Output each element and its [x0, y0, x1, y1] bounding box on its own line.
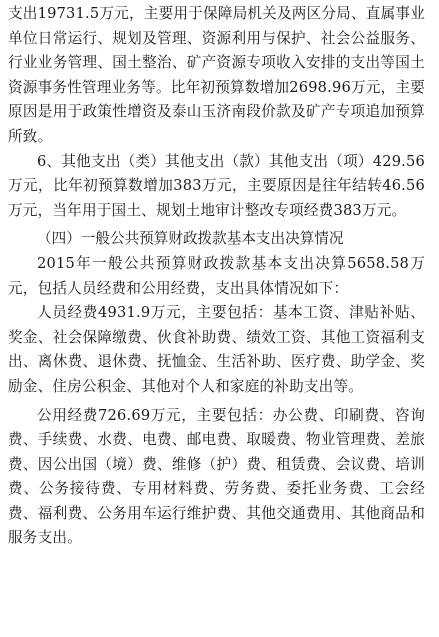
paragraph-expenditure-continued: 支出19731.5万元，主要用于保障局机关及两区分局、直属事业单位日常运行、规划及管理、资源利用与保护、社会公益服务、行业业务管理、国土整治、矿产资源专项收入安排的支出等国土资源事务性管理业务等。比年初预算数增加2698.96万元，主要原因是用于政策性增资及泰山玉济南段价款及矿产专项追加预算所致。: [8, 5, 425, 145]
paragraph-public-expenses: 公用经费726.69万元，主要包括：办公费、印刷费、咨询费、手续费、水费、电费、邮电费、取暖费、物业管理费、差旅费、因公出国（境）费、维修（护）费、租赁费、会议费、培训费、公务接待费、专用材料费、劳务费、委托业务费、工会经费、福利费、公务用车运行维护费、其他交通费用、其他商品和服务支出。: [8, 406, 425, 547]
paragraph-basic-expenditure-total: 2015年一般公共预算财政拨款基本支出决算5658.58万元，包括人员经费和公用经费，支出具体情况如下：: [8, 254, 425, 297]
paragraph-other-expenditure: 6、其他支出（类）其他支出（款）其他支出（项）429.56万元，比年初预算数增加383万元，主要原因是往年结转46.56万元，当年用于国土、规划土地审计整改专项经费383万元。: [8, 152, 425, 219]
section-heading-basic-expenditure: （四）一般公共预算财政拨款基本支出决算情况: [37, 230, 344, 248]
paragraph-personnel-expenses: 人员经费4931.9万元，主要包括：基本工资、津贴补贴、奖金、社会保障缴费、伙食补助费、绩效工资、其他工资福利支出、离休费、退休费、抚恤金、生活补助、医疗费、助学金、奖励金、住房公积金、其他对个人和家庭的补助支出等。: [8, 304, 425, 395]
